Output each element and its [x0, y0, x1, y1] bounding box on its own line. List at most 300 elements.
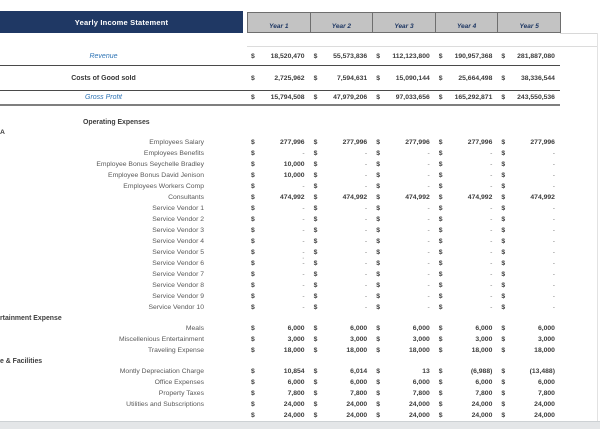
cell-value: -: [427, 282, 430, 289]
cell-value: -: [427, 183, 430, 190]
cell-year-3[interactable]: [372, 249, 435, 256]
currency-symbol: $: [251, 52, 255, 60]
cell-value: 6,000: [475, 325, 493, 332]
currency-symbol: $: [438, 139, 443, 146]
cell-value: 6,000: [287, 325, 305, 332]
cell-value: -: [490, 172, 493, 179]
cell-value: 7,800: [350, 390, 368, 397]
year-header-5[interactable]: Year 5: [497, 12, 561, 33]
cell-value: -: [552, 282, 555, 289]
currency-symbol: $: [313, 249, 318, 256]
cell-value: 6,000: [412, 325, 430, 332]
cell-year-3[interactable]: [372, 227, 435, 234]
currency-symbol: $: [438, 379, 443, 386]
cell-year-4[interactable]: [435, 282, 498, 289]
cell-value: -: [552, 205, 555, 212]
cell-year-5[interactable]: [497, 238, 560, 245]
cell-value: -: [490, 227, 493, 234]
cell-year-5[interactable]: [497, 75, 560, 82]
cell-year-5[interactable]: [497, 282, 560, 289]
cell-year-4[interactable]: [435, 161, 498, 168]
cell-year-4[interactable]: [435, 227, 498, 234]
currency-symbol: $: [438, 412, 443, 419]
currency-symbol: $: [438, 194, 443, 201]
year-header-3[interactable]: Year 3: [372, 12, 436, 33]
cell-year-3[interactable]: [372, 172, 435, 179]
row-label[interactable]: Meals: [185, 325, 204, 332]
cell-year-4[interactable]: [435, 249, 498, 256]
cell-year-5[interactable]: [497, 53, 560, 60]
edge-fragment: A: [0, 129, 5, 136]
cell-year-3[interactable]: [372, 368, 435, 375]
currency-symbol: $: [251, 412, 255, 419]
currency-symbol: $: [376, 74, 380, 82]
currency-symbol: $: [313, 94, 318, 101]
cell-year-2[interactable]: [310, 183, 373, 190]
currency-symbol: $: [501, 183, 506, 190]
cell-year-1[interactable]: [247, 94, 310, 101]
cell-value: 6,000: [350, 379, 368, 386]
row-label[interactable]: Service Vendor 2: [152, 216, 204, 223]
row-cells: [247, 401, 560, 408]
currency-symbol: $: [376, 282, 380, 289]
expense-row: [0, 269, 600, 280]
currency-symbol: $: [251, 260, 255, 267]
cell-year-2[interactable]: [310, 227, 373, 234]
cell-year-3[interactable]: [372, 293, 435, 300]
cell-year-2[interactable]: [310, 379, 373, 386]
row-label[interactable]: Service Vendor 10: [148, 304, 204, 311]
cell-year-1[interactable]: [247, 205, 310, 212]
cell-year-1[interactable]: [247, 336, 310, 343]
cell-value: -: [490, 271, 493, 278]
currency-symbol: $: [376, 94, 380, 101]
cell-year-4[interactable]: [435, 75, 498, 82]
cell-value: -: [490, 216, 493, 223]
cell-year-2[interactable]: [310, 94, 373, 101]
cell-value: 24,000: [471, 412, 493, 419]
cell-year-2[interactable]: [310, 161, 373, 168]
cell-year-4[interactable]: [435, 139, 498, 146]
row-cells: [247, 336, 560, 343]
currency-symbol: $: [438, 282, 443, 289]
cell-year-2[interactable]: [310, 293, 373, 300]
cell-value: 10,000: [283, 172, 305, 179]
expense-row: [0, 225, 600, 236]
cell-year-1[interactable]: [247, 325, 310, 332]
expense-row: [0, 345, 600, 356]
cell-year-2[interactable]: [310, 53, 373, 60]
row-cells: [247, 293, 560, 300]
row-label[interactable]: Miscellenious Entertainment: [118, 336, 204, 343]
cell-year-5[interactable]: [497, 347, 560, 354]
currency-symbol: $: [438, 368, 443, 375]
row-label[interactable]: Service Vendor 9: [152, 293, 204, 300]
cell-year-3[interactable]: [372, 161, 435, 168]
cell-value: 18,000: [346, 347, 368, 354]
row-label[interactable]: Montly Depreciation Charge: [119, 368, 204, 375]
cell-year-4[interactable]: [435, 271, 498, 278]
cell-year-2[interactable]: [310, 205, 373, 212]
cell-year-5[interactable]: [497, 194, 560, 201]
cell-year-5[interactable]: [497, 94, 560, 101]
cell-value: -: [552, 150, 555, 157]
cell-value: 7,800: [475, 390, 493, 397]
cell-value: -: [552, 238, 555, 245]
currency-symbol: $: [313, 216, 318, 223]
cell-year-4[interactable]: [435, 183, 498, 190]
currency-symbol: $: [376, 249, 380, 256]
cell-year-2[interactable]: [310, 412, 373, 419]
row-label[interactable]: Revenue: [89, 52, 118, 60]
cell-year-4[interactable]: [435, 390, 498, 397]
row-label[interactable]: Office Expenses: [154, 379, 204, 386]
currency-symbol: $: [501, 304, 506, 311]
row-cells: [247, 412, 560, 419]
cell-year-5[interactable]: [497, 325, 560, 332]
section-header-label[interactable]: e & Facilities: [0, 357, 43, 365]
cell-year-5[interactable]: [497, 368, 560, 375]
cell-year-1[interactable]: [247, 368, 310, 375]
cell-year-2[interactable]: [310, 150, 373, 157]
row-label[interactable]: Utilities and Subscriptions: [126, 401, 204, 408]
currency-symbol: $: [376, 412, 380, 419]
cell-value: 24,000: [408, 412, 430, 419]
cell-value: -: [364, 304, 368, 311]
currency-symbol: $: [438, 150, 443, 157]
cell-year-4[interactable]: [435, 172, 498, 179]
cell-value: 165,292,871: [454, 94, 493, 101]
cell-value: -: [302, 293, 305, 300]
cell-year-3[interactable]: [372, 205, 435, 212]
currency-symbol: $: [313, 379, 318, 386]
cell-year-5[interactable]: [497, 412, 560, 419]
cell-year-1[interactable]: [247, 390, 310, 397]
cell-year-1[interactable]: [247, 238, 310, 245]
cell-year-4[interactable]: [435, 325, 498, 332]
cell-year-1[interactable]: [247, 271, 310, 278]
cell-year-5[interactable]: [497, 161, 560, 168]
revenue-row: [0, 47, 560, 66]
spacer: [0, 106, 600, 117]
row-label[interactable]: Service Vendor 3: [152, 227, 204, 234]
cell-year-5[interactable]: [497, 205, 560, 212]
currency-symbol: $: [376, 172, 380, 179]
cell-year-3[interactable]: [372, 183, 435, 190]
cell-value: 2,725,962: [274, 74, 305, 82]
expense-row: [0, 214, 600, 225]
year-header-1[interactable]: Year 1: [247, 12, 311, 33]
expense-row: [0, 280, 600, 291]
row-label[interactable]: Gross Profit: [85, 94, 122, 101]
cell-year-2[interactable]: [310, 139, 373, 146]
currency-symbol: $: [251, 347, 255, 354]
section-header: [0, 313, 600, 323]
cell-value: 7,800: [537, 390, 555, 397]
cell-year-2[interactable]: [310, 347, 373, 354]
cell-year-3[interactable]: [372, 304, 435, 311]
cell-value: -: [552, 172, 555, 179]
cell-year-1[interactable]: [247, 401, 310, 408]
row-label[interactable]: Service Vendor 5: [152, 249, 204, 256]
cell-year-1[interactable]: [247, 216, 310, 223]
cell-year-4[interactable]: [435, 260, 498, 267]
cell-year-1[interactable]: [247, 379, 310, 386]
cell-year-3[interactable]: [372, 216, 435, 223]
cell-year-4[interactable]: [435, 53, 498, 60]
cell-year-3[interactable]: [372, 401, 435, 408]
row-cells: [247, 150, 560, 157]
currency-symbol: $: [251, 74, 255, 82]
row-label[interactable]: Costs of Good sold: [71, 74, 136, 82]
cell-value: 277,996: [405, 139, 430, 146]
cell-year-5[interactable]: [497, 183, 560, 190]
cell-value: 97,033,656: [395, 94, 430, 101]
cell-value: 18,000: [283, 347, 305, 354]
row-label[interactable]: Employee Bonus Seychelle Bradley: [96, 161, 204, 168]
cell-value: -: [364, 238, 368, 245]
currency-symbol: $: [251, 325, 255, 332]
cell-value: -: [302, 205, 305, 212]
currency-symbol: $: [313, 325, 318, 332]
row-label[interactable]: Employees Salary: [149, 139, 204, 146]
currency-symbol: $: [313, 183, 318, 190]
cell-year-4[interactable]: [435, 150, 498, 157]
cell-year-1[interactable]: [247, 304, 310, 311]
row-cells: [247, 94, 560, 101]
currency-symbol: $: [376, 293, 380, 300]
cell-year-4[interactable]: [435, 238, 498, 245]
cell-year-4[interactable]: [435, 379, 498, 386]
cell-value: 24,000: [471, 401, 493, 408]
cell-year-5[interactable]: [497, 401, 560, 408]
cell-year-4[interactable]: [435, 304, 498, 311]
cell-year-4[interactable]: [435, 347, 498, 354]
cell-year-3[interactable]: [372, 53, 435, 60]
cell-year-2[interactable]: [310, 282, 373, 289]
cell-year-2[interactable]: [310, 238, 373, 245]
cell-value: -: [552, 271, 555, 278]
cell-year-1[interactable]: [247, 150, 310, 157]
currency-symbol: $: [501, 379, 506, 386]
cell-value: 10,000: [283, 161, 305, 168]
cell-year-3[interactable]: [372, 260, 435, 267]
row-label[interactable]: Service Vendor 6: [152, 260, 204, 267]
cell-year-5[interactable]: [497, 139, 560, 146]
row-label[interactable]: Employees Workers Comp: [123, 183, 204, 190]
currency-symbol: $: [376, 260, 380, 267]
cell-year-5[interactable]: [497, 271, 560, 278]
cell-value: -: [552, 249, 555, 256]
cell-year-5[interactable]: [497, 260, 560, 267]
currency-symbol: $: [313, 401, 318, 408]
cell-year-3[interactable]: [372, 282, 435, 289]
currency-symbol: $: [501, 94, 506, 101]
cell-year-1[interactable]: [247, 347, 310, 354]
cell-value: -: [364, 227, 368, 234]
expense-row: [0, 247, 600, 258]
currency-symbol: $: [251, 183, 255, 190]
section-header-label[interactable]: Operating Expenses: [83, 119, 150, 126]
cell-year-3[interactable]: [372, 238, 435, 245]
cell-year-2[interactable]: [310, 194, 373, 201]
currency-symbol: $: [438, 390, 443, 397]
row-label[interactable]: Property Taxes: [158, 390, 204, 397]
cell-year-2[interactable]: [310, 336, 373, 343]
cell-year-5[interactable]: [497, 304, 560, 311]
cell-year-3[interactable]: [372, 194, 435, 201]
cell-year-4[interactable]: [435, 205, 498, 212]
cell-year-4[interactable]: [435, 94, 498, 101]
statement-title-cell[interactable]: Yearly Income Statement: [0, 11, 243, 33]
section-header-label[interactable]: rtainment Expense: [0, 314, 62, 322]
cell-year-3[interactable]: [372, 390, 435, 397]
cell-year-2[interactable]: [310, 401, 373, 408]
cell-value: (6,988): [470, 368, 493, 375]
cell-year-3[interactable]: [372, 412, 435, 419]
cell-value: -: [302, 282, 305, 289]
row-label[interactable]: Employee Bonus David Jenison: [108, 172, 204, 179]
cell-year-5[interactable]: [497, 216, 560, 223]
cell-year-2[interactable]: [310, 260, 373, 267]
cell-value: 3,000: [287, 336, 305, 343]
row-cells: [247, 390, 560, 397]
cell-year-3[interactable]: [372, 94, 435, 101]
cell-year-4[interactable]: [435, 293, 498, 300]
cell-year-2[interactable]: [310, 216, 373, 223]
cell-value: 24,000: [534, 412, 555, 419]
cell-value: -: [552, 227, 555, 234]
cell-year-4[interactable]: [435, 216, 498, 223]
row-label[interactable]: Service Vendor 1: [152, 205, 204, 212]
cell-value: 18,000: [408, 347, 430, 354]
row-label[interactable]: Employees Benefits: [143, 150, 204, 157]
cell-year-2[interactable]: [310, 75, 373, 82]
currency-symbol: $: [501, 368, 506, 375]
cell-year-1[interactable]: [247, 53, 310, 60]
cell-year-1[interactable]: [247, 183, 310, 190]
cell-value: 190,957,368: [454, 52, 493, 60]
cell-year-1[interactable]: [247, 161, 310, 168]
row-label[interactable]: Service Vendor 4: [152, 238, 204, 245]
currency-symbol: $: [251, 238, 255, 245]
cell-year-5[interactable]: [497, 390, 560, 397]
cell-year-2[interactable]: [310, 271, 373, 278]
row-cells: [247, 271, 560, 278]
cell-year-5[interactable]: [497, 249, 560, 256]
currency-symbol: $: [251, 161, 255, 168]
cell-value: -: [302, 238, 305, 245]
cell-value: 474,992: [530, 194, 555, 201]
cell-year-1[interactable]: [247, 75, 310, 82]
row-cells: [247, 238, 560, 245]
row-label[interactable]: Traveling Expense: [147, 347, 204, 354]
cell-value: 6,000: [475, 379, 493, 386]
currency-symbol: $: [313, 390, 318, 397]
cell-year-5[interactable]: [497, 336, 560, 343]
cell-year-1[interactable]: [247, 172, 310, 179]
cell-value: -: [552, 161, 555, 168]
cell-year-5[interactable]: [497, 379, 560, 386]
currency-symbol: $: [501, 205, 506, 212]
year-header-4[interactable]: Year 4: [435, 12, 499, 33]
cell-year-1[interactable]: [247, 227, 310, 234]
cell-year-1[interactable]: [247, 412, 310, 419]
row-label[interactable]: Service Vendor 7: [152, 271, 204, 278]
cell-year-5[interactable]: [497, 227, 560, 234]
currency-symbol: $: [501, 216, 506, 223]
cell-value: -: [302, 183, 305, 190]
cell-year-2[interactable]: [310, 325, 373, 332]
cell-year-3[interactable]: [372, 325, 435, 332]
cell-year-3[interactable]: [372, 347, 435, 354]
cell-year-4[interactable]: [435, 194, 498, 201]
cell-year-1[interactable]: [247, 194, 310, 201]
row-label[interactable]: Service Vendor 8: [152, 282, 204, 289]
cell-year-4[interactable]: [435, 368, 498, 375]
currency-symbol: $: [501, 282, 506, 289]
row-cells: [247, 205, 560, 212]
cell-value: 277,996: [342, 139, 368, 146]
row-cells: [247, 325, 560, 332]
currency-symbol: $: [501, 150, 506, 157]
cell-year-1[interactable]: [247, 139, 310, 146]
cell-year-2[interactable]: [310, 368, 373, 375]
cell-year-3[interactable]: [372, 75, 435, 82]
cell-year-4[interactable]: [435, 412, 498, 419]
expense-row: [0, 410, 600, 421]
currency-symbol: $: [438, 205, 443, 212]
row-cells: [247, 347, 560, 354]
currency-symbol: $: [251, 205, 255, 212]
cell-year-5[interactable]: [497, 293, 560, 300]
cell-year-1[interactable]: [247, 249, 310, 256]
row-label[interactable]: Consultants: [168, 194, 204, 201]
row-cells: [247, 304, 560, 311]
cell-year-1[interactable]: [247, 260, 310, 267]
cell-year-4[interactable]: [435, 401, 498, 408]
currency-symbol: $: [376, 271, 380, 278]
cell-year-3[interactable]: [372, 271, 435, 278]
cell-value: -: [552, 260, 555, 267]
cell-value: 112,123,800: [392, 52, 430, 60]
cell-year-3[interactable]: [372, 150, 435, 157]
cell-value: -: [427, 150, 430, 157]
cell-year-5[interactable]: [497, 172, 560, 179]
cell-year-3[interactable]: [372, 139, 435, 146]
cell-year-2[interactable]: [310, 390, 373, 397]
cell-year-1[interactable]: [247, 293, 310, 300]
cell-year-2[interactable]: [310, 172, 373, 179]
row-cells: [247, 139, 560, 146]
cell-value: -: [302, 227, 305, 234]
cell-year-2[interactable]: [310, 304, 373, 311]
cell-year-3[interactable]: [372, 379, 435, 386]
cell-value: 6,000: [537, 325, 555, 332]
cell-year-2[interactable]: [310, 249, 373, 256]
cell-year-1[interactable]: [247, 282, 310, 289]
cell-value: 474,992: [405, 194, 430, 201]
cell-year-4[interactable]: [435, 336, 498, 343]
currency-symbol: $: [438, 74, 443, 82]
cell-year-3[interactable]: [372, 336, 435, 343]
cell-value: 10,854: [283, 368, 305, 375]
cell-year-5[interactable]: [497, 150, 560, 157]
row-cells: [247, 260, 560, 267]
currency-symbol: $: [313, 271, 318, 278]
year-header-2[interactable]: Year 2: [310, 12, 374, 33]
currency-symbol: $: [313, 282, 318, 289]
